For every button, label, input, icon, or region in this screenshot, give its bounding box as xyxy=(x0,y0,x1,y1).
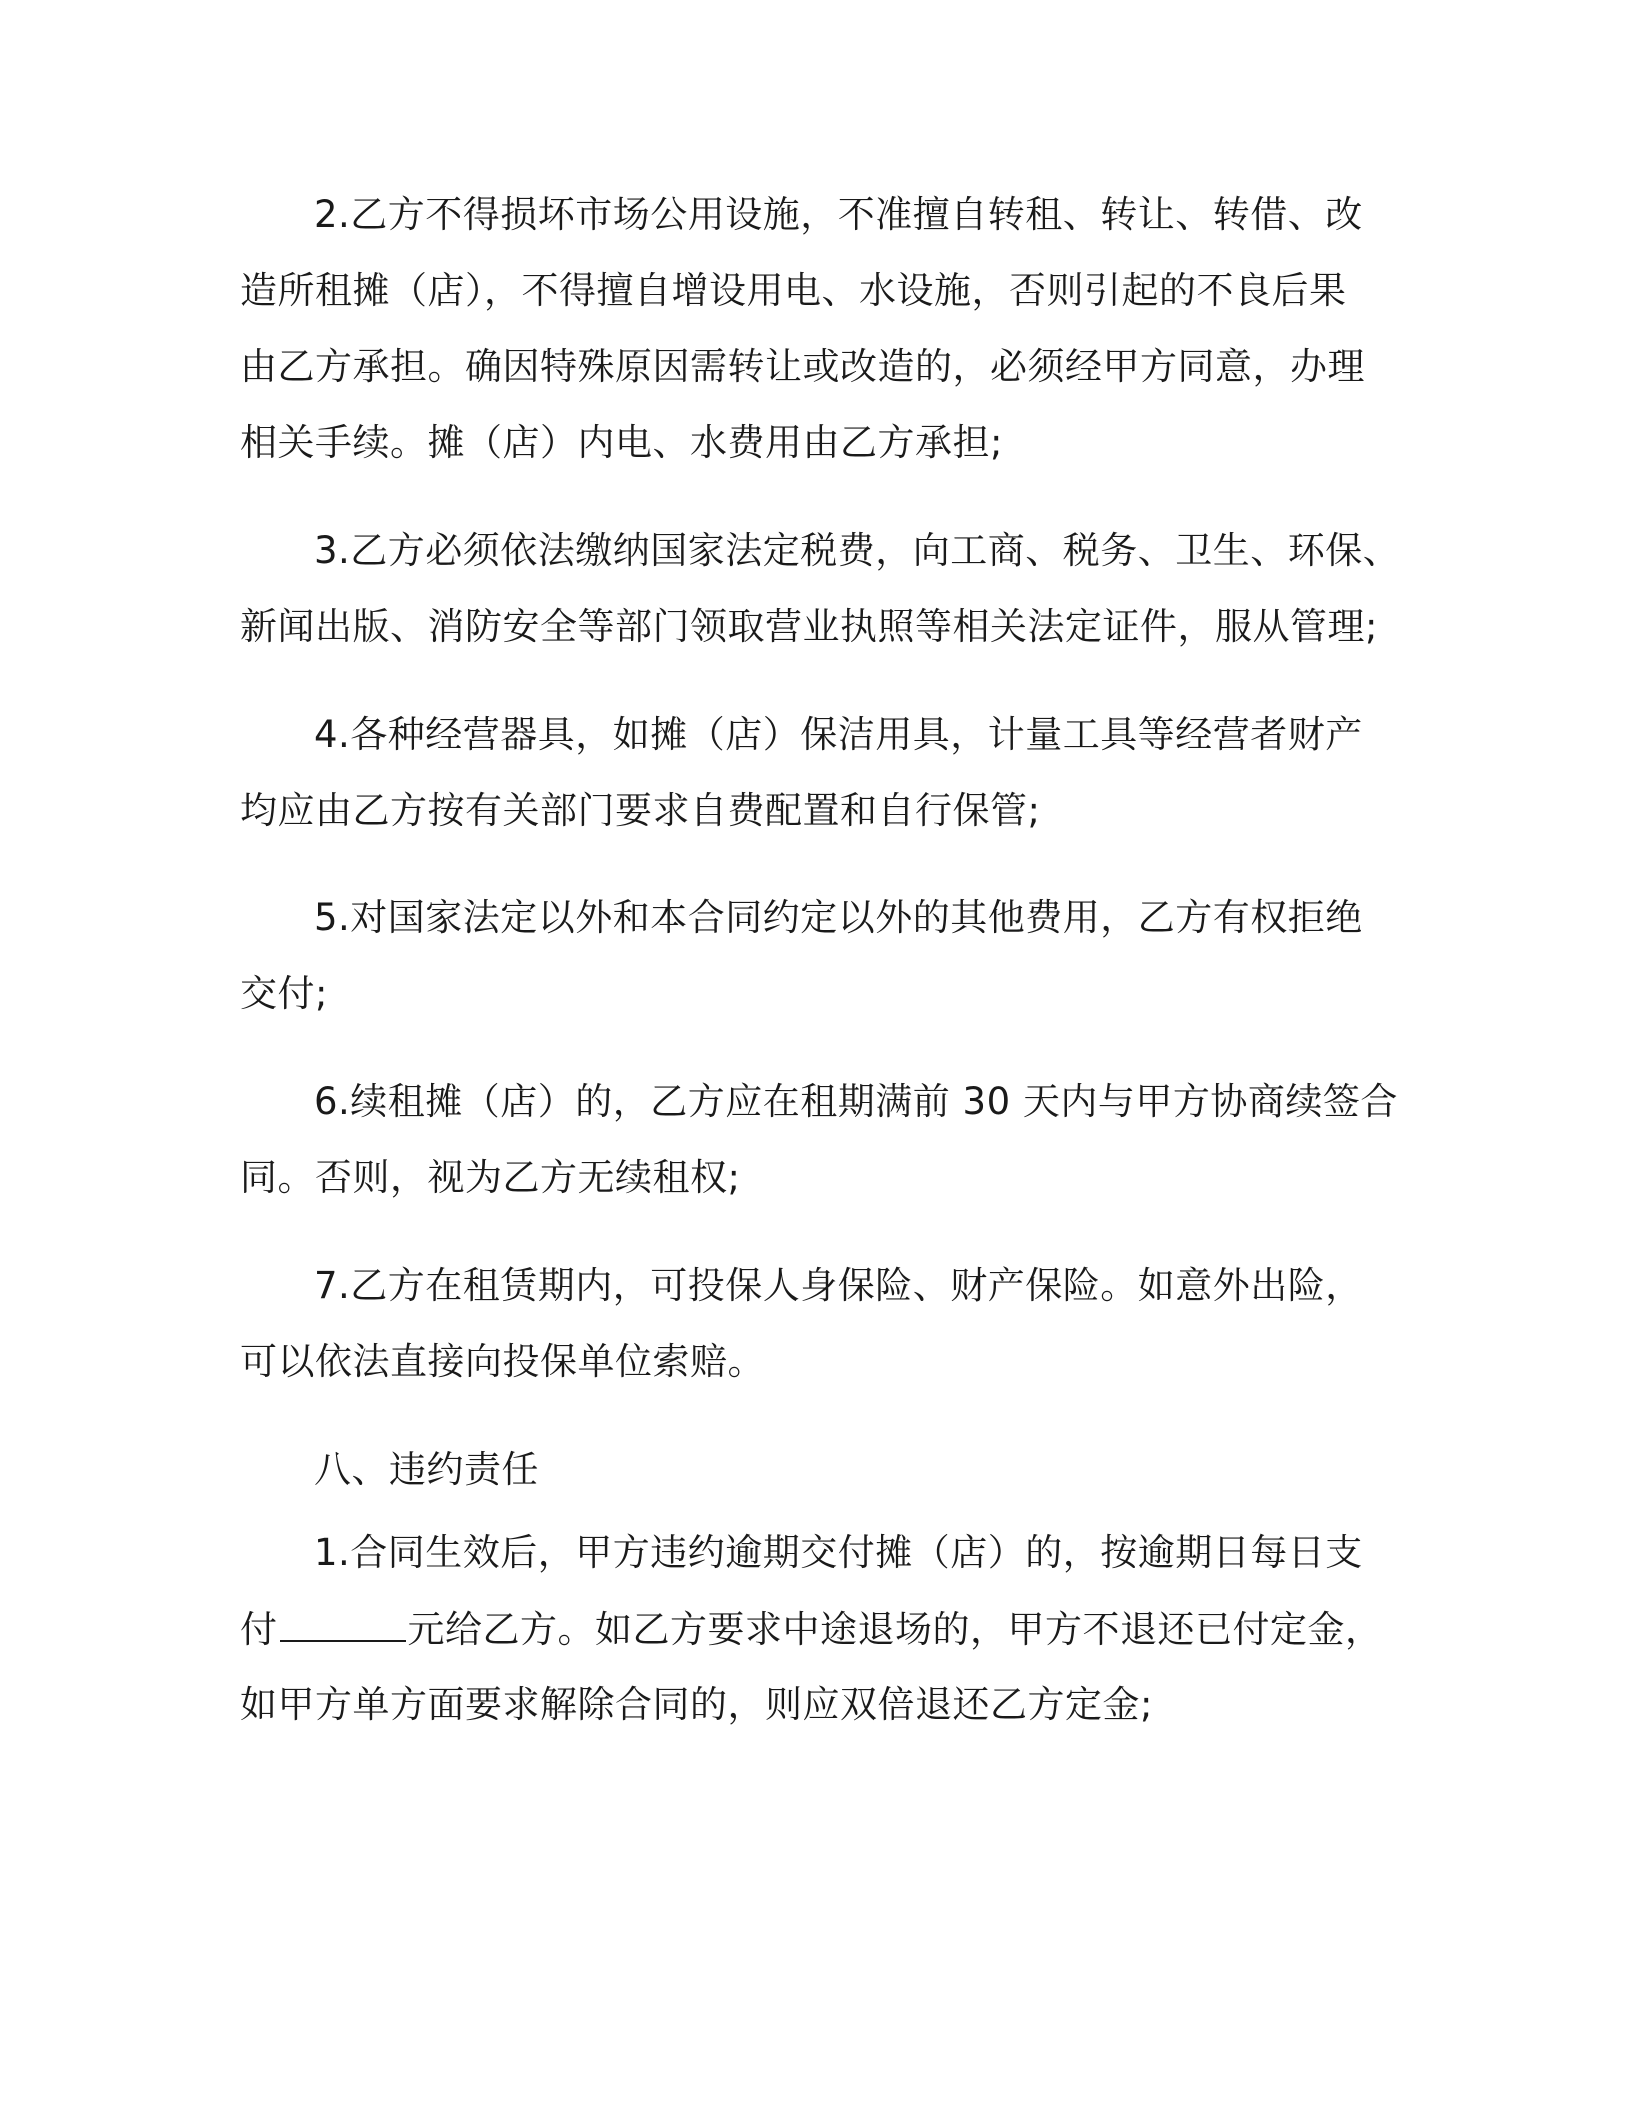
clause-5-line-1: 5.对国家法定以外和本合同约定以外的其他费用，乙方有权拒绝 xyxy=(314,896,1363,939)
clause-7-line-2: 可以依法直接向投保单位索赔。 xyxy=(240,1340,765,1383)
clause-2-line-2: 造所租摊（店），不得擅自增设用电、水设施，否则引起的不良后果 xyxy=(240,269,1347,312)
clause-5-line-2: 交付; xyxy=(240,972,328,1015)
clause-8-1-line-2 xyxy=(240,1604,1400,1654)
clause-2-line-4: 相关手续。摊（店）内电、水费用由乙方承担; xyxy=(240,421,1003,464)
clause-3-line-1: 3.乙方必须依法缴纳国家法定税费，向工商、税务、卫生、环保、 xyxy=(314,529,1401,572)
clause-8-1-line-1: 1.合同生效后，甲方违约逾期交付摊（店）的，按逾期日每日支 xyxy=(314,1531,1363,1574)
section-8-heading: 八、违约责任 xyxy=(314,1448,539,1491)
clause-2-line-3: 由乙方承担。确因特殊原因需转让或改造的，必须经甲方同意，办理 xyxy=(240,345,1365,388)
clause-4-line-1: 4.各种经营器具，如摊（店）保洁用具，计量工具等经营者财产 xyxy=(314,713,1363,756)
amount-blank xyxy=(280,1604,406,1642)
clause-2-line-1: 2.乙方不得损坏市场公用设施，不准擅自转租、转让、转借、改 xyxy=(314,193,1363,236)
clause-4-line-2: 均应由乙方按有关部门要求自费配置和自行保管; xyxy=(240,789,1041,832)
clause-8-1-prefix: 付 xyxy=(240,1608,278,1651)
clause-3-line-2: 新闻出版、消防安全等部门领取营业执照等相关法定证件，服从管理; xyxy=(240,605,1378,648)
clause-8-1-suffix: 元给乙方。如乙方要求中途退场的，甲方不退还已付定金， xyxy=(407,1608,1383,1651)
clause-8-1-line-3: 如甲方单方面要求解除合同的，则应双倍退还乙方定金; xyxy=(240,1683,1153,1726)
clause-7-line-1: 7.乙方在租赁期内，可投保人身保险、财产保险。如意外出险， xyxy=(314,1264,1363,1307)
clause-6-line-1: 6.续租摊（店）的，乙方应在租期满前 30 天内与甲方协商续签合 xyxy=(314,1080,1398,1123)
clause-6-line-2: 同。否则，视为乙方无续租权; xyxy=(240,1156,741,1199)
